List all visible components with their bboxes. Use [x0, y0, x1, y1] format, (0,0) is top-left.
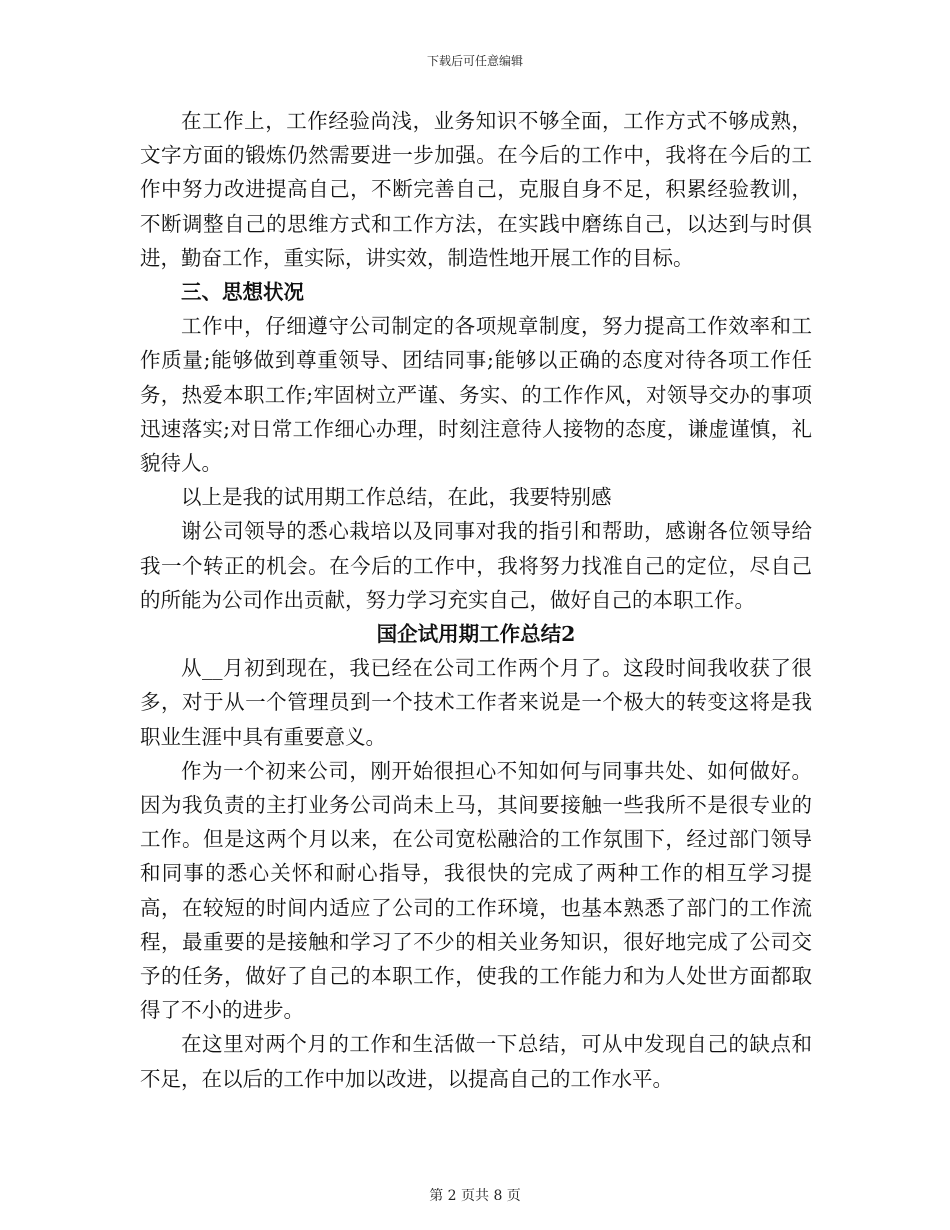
paragraph: 谢公司领导的悉心栽培以及同事对我的指引和帮助，感谢各位领导给我一个转正的机会。在今后的工作中，我将努力找准自己的定位，尽自己的所能为公司作出贡献，努力学习充实自己，做好自己的本职工作。	[140, 519, 812, 612]
paragraph: 作为一个初来公司，刚开始很担心不知如何与同事共处、如何做好。因为我负责的主打业务公司尚未上马，其间要接触一些我所不是很专业的工作。但是这两个月以来，在公司宽松融洽的工作氛围下，经过部门领导和同事的悉心关怀和耐心指导，我很快的完成了两种工作的相互学习提高，在较短的时间内适应了公司的工作环境，也基本熟悉了部门的工作流程，最重要的是接触和学习了不少的相关业务知识，很好地完成了公司交予的任务，做好了自己的本职工作，使我的工作能力和为人处世方面都取得了不小的进步。	[140, 758, 812, 1023]
document-title: 国企试用期工作总结2	[376, 622, 576, 647]
paragraph: 在工作上，工作经验尚浅，业务知识不够全面，工作方式不够成熟，文字方面的锻炼仍然需要进一步加强。在今后的工作中，我将在今后的工作中努力改进提高自己，不断完善自己，克服自身不足，积累经验教训，不断调整自己的思维方式和工作方法，在实践中磨练自己，以达到与时俱进，勤奋工作，重实际，讲实效，制造性地开展工作的目标。	[140, 109, 812, 270]
document-body	[140, 104, 812, 1096]
page-footer: 第 2 页共 8 页	[429, 1188, 521, 1204]
page-header: 下载后可任意编辑	[426, 54, 523, 68]
paragraph: 工作中，仔细遵守公司制定的各项规章制度，努力提高工作效率和工作质量;能够做到尊重领导、团结同事;能够以正确的态度对待各项工作任务，热爱本职工作;牢固树立严谨、务实、的工作作风，对领导交办的事项迅速落实;对日常工作细心办理，时刻注意待人接物的态度，谦虚谨慎，礼貌待人。	[140, 314, 812, 476]
paragraph: 以上是我的试用期工作总结，在此，我要特别感	[181, 485, 612, 510]
paragraph: 在这里对两个月的工作和生活做一下总结，可从中发现自己的缺点和不足，在以后的工作中加以改进，以提高自己的工作水平。	[140, 1032, 812, 1091]
section-heading: 三、思想状况	[181, 280, 304, 305]
paragraph: 从__月初到现在，我已经在公司工作两个月了。这段时间我收获了很多，对于从一个管理员到一个技术工作者来说是一个极大的转变这将是我职业生涯中具有重要意义。	[140, 656, 812, 749]
